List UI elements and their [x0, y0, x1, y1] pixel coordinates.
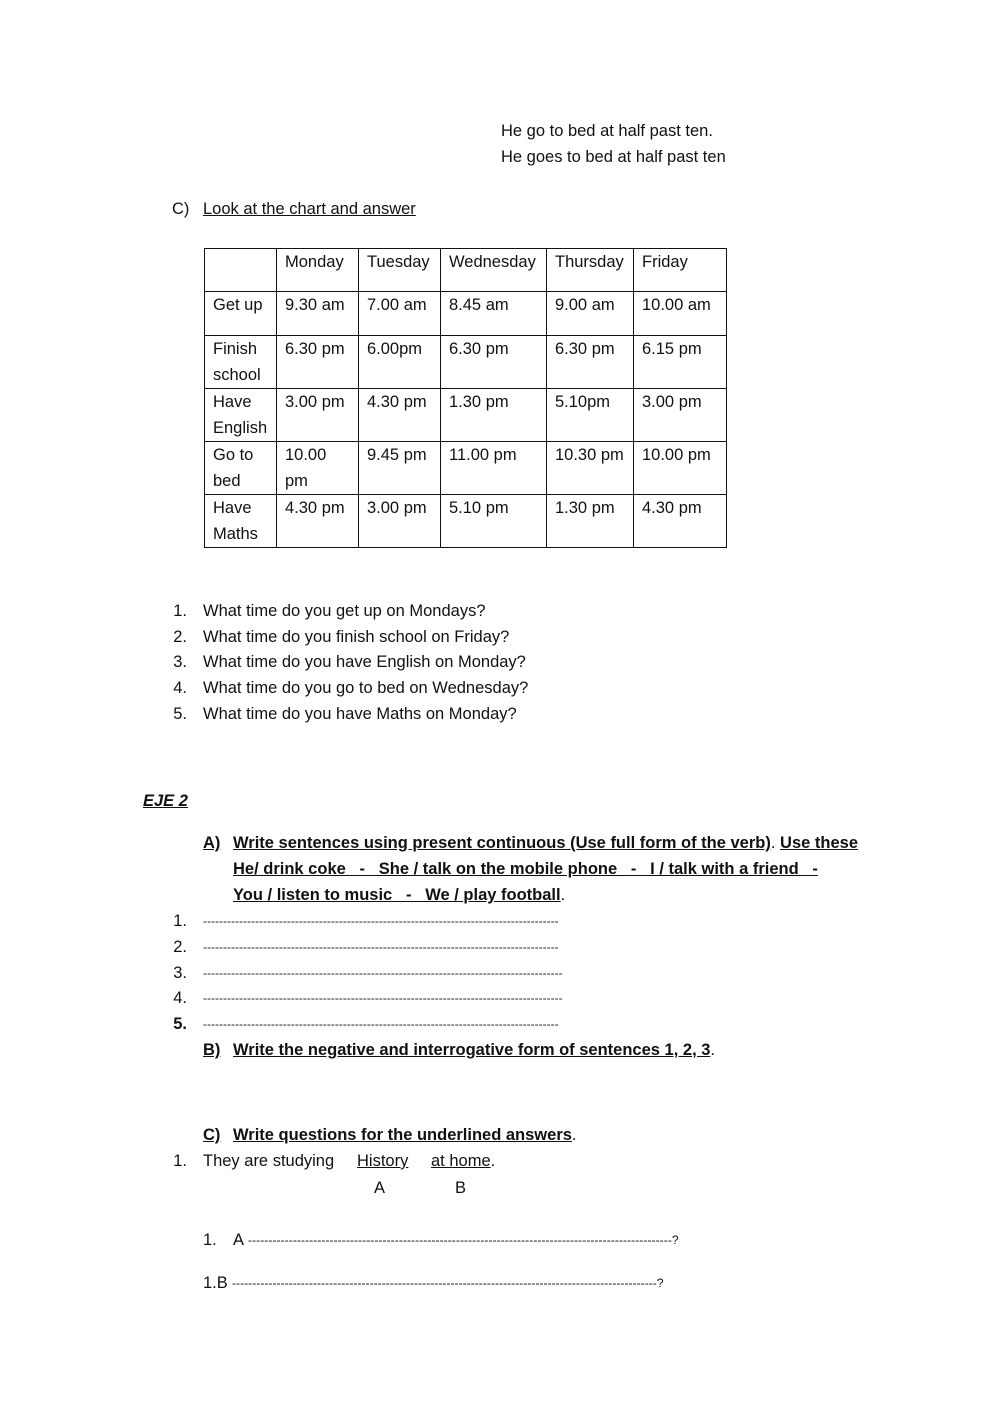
section-a-use-these: Use these [780, 834, 859, 852]
label-b: B [455, 1179, 467, 1197]
table-cell: 4.30 pm [634, 495, 727, 548]
question-1b-label: 1.B [203, 1274, 228, 1292]
table-header-cell: Wednesday [441, 249, 547, 292]
table-cell: 3.00 pm [277, 389, 359, 442]
section-c2-dot: . [571, 1126, 577, 1144]
table-cell: 6.00pm [359, 336, 441, 389]
table-cell: 3.00 pm [359, 495, 441, 548]
table-cell: 10.00 am [634, 292, 727, 336]
table-header-cell: Monday [277, 249, 359, 292]
section-a-letter: A) [203, 834, 221, 852]
answer-number: 1. [173, 912, 187, 930]
table-cell: 4.30 pm [359, 389, 441, 442]
section-b-line [233, 1037, 715, 1063]
section-c2-line [233, 1122, 577, 1148]
section-a-instruction: Write sentences using present continuous (Use full form of the verb) [233, 834, 771, 852]
item-number: 1. [173, 1152, 187, 1170]
table-header-row [205, 249, 727, 292]
underlined-answer-b: at home [431, 1152, 491, 1170]
list-item: What time do you have Maths on Monday? [203, 705, 517, 723]
table-header-cell: Tuesday [359, 249, 441, 292]
table-cell: 1.30 pm [441, 389, 547, 442]
table-cell: 11.00 pm [441, 442, 547, 495]
section-a-line-3 [233, 882, 565, 908]
section-c-title: Look at the chart and answer [203, 200, 416, 218]
table-cell: Get up [205, 292, 277, 336]
answer-line[interactable]: ----------------------------------------------------------------------------------------- [203, 940, 559, 954]
list-item: What time do you get up on Mondays? [203, 602, 486, 620]
answer-line[interactable]: ----------------------------------------------------------------------------------------- [203, 914, 559, 928]
question-1b-line[interactable]: ---------------------------------------------------------------------------------------------------------? [232, 1276, 664, 1290]
table-header-cell: Friday [634, 249, 727, 292]
table-cell: 10.00 pm [634, 442, 727, 495]
sentence-end: . [490, 1152, 496, 1170]
table-cell: 4.30 pm [277, 495, 359, 548]
table-cell: Have Maths [205, 495, 277, 548]
table-cell: 10.30 pm [547, 442, 634, 495]
section-a-line-1 [233, 830, 858, 856]
section-c-letter: C) [172, 200, 190, 218]
table-row [205, 495, 727, 548]
table-cell: 6.30 pm [547, 336, 634, 389]
answer-number: 2. [173, 938, 187, 956]
question-1a-letter: A [233, 1231, 245, 1249]
table-row [205, 442, 727, 495]
schedule-table [204, 248, 727, 548]
answer-number: 3. [173, 964, 187, 982]
table-cell: 9.00 am [547, 292, 634, 336]
list-item: What time do you finish school on Friday? [203, 628, 510, 646]
list-number: 2. [173, 628, 187, 646]
table-cell: 10.00 pm [277, 442, 359, 495]
answer-number: 5. [173, 1015, 187, 1033]
section-b-dot: . [710, 1041, 716, 1059]
table-row [205, 292, 727, 336]
answer-line[interactable]: ----------------------------------------------------------------------------------------- [203, 1017, 559, 1031]
eje2-heading: EJE 2 [143, 792, 188, 810]
table-cell: 9.45 pm [359, 442, 441, 495]
table-row [205, 389, 727, 442]
list-item: What time do you go to bed on Wednesday? [203, 679, 529, 697]
section-a-dot-2: . [560, 886, 566, 904]
underlined-answer-a: History [357, 1152, 409, 1170]
example-line-1: He go to bed at half past ten. [501, 122, 713, 140]
list-number: 3. [173, 653, 187, 671]
table-cell: 8.45 am [441, 292, 547, 336]
list-number: 5. [173, 705, 187, 723]
table-header-cell: Thursday [547, 249, 634, 292]
answer-line[interactable]: ------------------------------------------------------------------------------------------ [203, 991, 563, 1005]
section-c2-instruction: Write questions for the underlined answers [233, 1126, 572, 1144]
list-number: 4. [173, 679, 187, 697]
table-row [205, 336, 727, 389]
question-1a-line[interactable]: --------------------------------------------------------------------------------------------------------? [248, 1233, 679, 1247]
sentence-end-group [431, 1148, 495, 1174]
section-b-instruction: Write the negative and interrogative form of sentences 1, 2, 3 [233, 1041, 711, 1059]
table-cell: 6.30 pm [277, 336, 359, 389]
question-1a-label: 1. [203, 1231, 217, 1249]
label-a: A [374, 1179, 386, 1197]
table-cell: 9.30 am [277, 292, 359, 336]
example-line-2: He goes to bed at half past ten [501, 148, 726, 166]
table-cell: 7.00 am [359, 292, 441, 336]
list-item: What time do you have English on Monday? [203, 653, 526, 671]
table-cell: 3.00 pm [634, 389, 727, 442]
table-cell: 6.15 pm [634, 336, 727, 389]
section-b-letter: B) [203, 1041, 221, 1059]
sentence-start: They are studying [203, 1152, 335, 1170]
section-a-prompts-2: You / listen to music - We / play football [233, 886, 561, 904]
table-cell: 5.10 pm [441, 495, 547, 548]
table-cell: Finish school [205, 336, 277, 389]
section-a-dot: . [770, 834, 776, 852]
table-cell: 6.30 pm [441, 336, 547, 389]
list-number: 1. [173, 602, 187, 620]
table-cell: 1.30 pm [547, 495, 634, 548]
table-cell: Go to bed [205, 442, 277, 495]
answer-line[interactable]: ------------------------------------------------------------------------------------------ [203, 966, 563, 980]
table-cell: Have English [205, 389, 277, 442]
table-header-cell [205, 249, 277, 292]
section-a-prompts-1: He/ drink coke - She / talk on the mobile phone - I / talk with a friend - [233, 860, 818, 878]
table-cell: 5.10pm [547, 389, 634, 442]
answer-number: 4. [173, 989, 187, 1007]
section-c2-letter: C) [203, 1126, 221, 1144]
